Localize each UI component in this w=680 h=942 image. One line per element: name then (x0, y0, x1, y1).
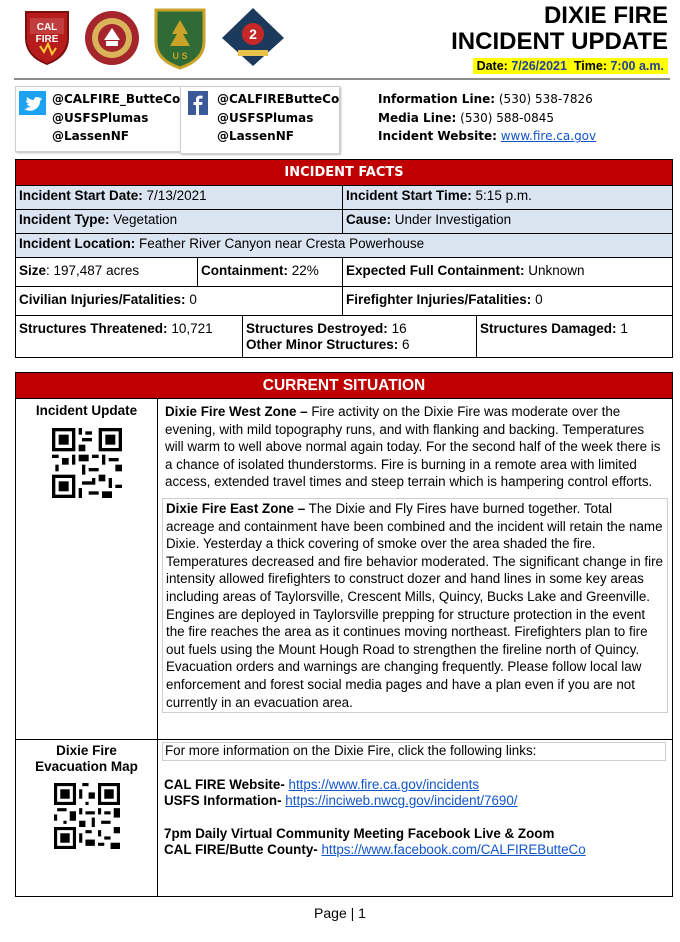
facebook-handle[interactable]: @LassenNF (217, 129, 294, 143)
expected-value: Unknown (528, 263, 585, 278)
twitter-handle[interactable]: @CALFIRE_ButteCo (52, 92, 181, 106)
damaged-label: Structures Damaged: (480, 321, 617, 336)
incident-update-content (158, 399, 672, 740)
containment-label: Containment: (201, 263, 288, 278)
type-cell (16, 210, 343, 233)
incident-facts-heading: INCIDENT FACTS (16, 160, 672, 186)
cal-fire-logo (22, 8, 72, 66)
incident-update-label: Incident Update (35, 403, 138, 418)
current-situation-heading: CURRENT SITUATION (16, 373, 672, 399)
civilian-cell (16, 287, 343, 315)
firefighter-value: 0 (535, 292, 543, 307)
size-value: : 197,487 acres (46, 263, 140, 278)
destroyed-cell (243, 316, 477, 357)
cause-cell (343, 210, 672, 233)
title-line-2: INCIDENT UPDATE (451, 28, 668, 55)
start-time-value: 5:15 p.m. (475, 188, 532, 203)
time-label: Time: (573, 59, 607, 73)
evacuation-content (158, 740, 672, 896)
evacuation-label-line1: Dixie Fire (56, 743, 117, 758)
agency-logos (18, 4, 298, 74)
butte-county-link[interactable]: https://www.facebook.com/CALFIREButteCo (321, 842, 586, 857)
facts-row (16, 287, 672, 316)
team-2-logo (220, 6, 286, 68)
header-divider (14, 78, 670, 80)
qr-code-icon[interactable] (52, 428, 122, 498)
incident-update-label-cell (16, 399, 158, 740)
butte-county-label: CAL FIRE/Butte County- (164, 842, 318, 857)
svg-text:U S: U S (172, 51, 188, 61)
twitter-handle[interactable]: @USFSPlumas (52, 110, 149, 125)
usfs-info-label: USFS Information- (164, 793, 282, 808)
west-zone-paragraph (162, 402, 668, 492)
type-label: Incident Type: (19, 212, 110, 227)
minor-label: Other Minor Structures: (246, 337, 399, 352)
facebook-icon (184, 91, 211, 115)
start-time-cell (343, 186, 672, 209)
destroyed-value: 16 (391, 321, 407, 336)
facts-row (16, 234, 672, 258)
start-date-value: 7/13/2021 (146, 188, 207, 203)
west-zone-title: Dixie Fire West Zone – (165, 404, 308, 419)
info-line-value: (530) 538-7826 (498, 92, 593, 106)
media-line-value: (530) 588-0845 (460, 110, 554, 125)
calfire-website-label: CAL FIRE Website- (164, 776, 285, 792)
time-value: 7:00 a.m. (610, 59, 664, 73)
type-value: Vegetation (113, 212, 178, 227)
incident-website-link[interactable]: www.fire.ca.gov (500, 129, 597, 143)
facts-row (16, 186, 672, 210)
facts-row (16, 258, 672, 287)
destroyed-label: Structures Destroyed: (246, 321, 388, 336)
threatened-cell (16, 316, 243, 357)
location-value: Feather River Canyon near Cresta Powerhouse (139, 236, 425, 251)
info-line-label: Information Line: (378, 92, 496, 106)
svg-text:FIRE: FIRE (35, 34, 59, 45)
threatened-label: Structures Threatened: (19, 321, 168, 336)
contact-info (378, 90, 596, 146)
svg-text:CAL: CAL (36, 22, 58, 33)
forest-service-logo (152, 6, 208, 70)
page-number: Page | 1 (314, 905, 366, 921)
containment-cell (198, 258, 343, 286)
minor-value: 6 (402, 337, 410, 352)
damaged-value: 1 (620, 321, 628, 336)
meeting-title: 7pm Daily Virtual Community Meeting Facebook Live & Zoom (164, 825, 555, 841)
date-bar (473, 58, 668, 74)
start-time-label: Incident Start Time: (346, 188, 472, 203)
civilian-value: 0 (189, 292, 197, 307)
butte-county-seal (84, 10, 140, 66)
civilian-label: Civilian Injuries/Fatalities: (19, 292, 186, 307)
east-zone-title: Dixie Fire East Zone – (166, 500, 306, 516)
title-line-1: DIXIE FIRE (543, 2, 668, 29)
links-intro: For more information on the Dixie Fire, click the following links: (162, 742, 666, 761)
date-label: Date: (476, 59, 508, 73)
east-zone-text: The Dixie and Fly Fires have burned together. Total acreage and containment have been combined and the incident will retain the name Dixie. Yesterday a thick covering of smoke over the area shaded the fire. Temperatures decreased and fire behavior moderated. The significant change in fire intensity allowed firefighters to construct dozer and hand lines in some key areas including areas of Taylorsville, Crescent Mills, Quincy, Bucks Lake and Greenville. Engines are deployed in Taylorsville prepping for structure protection in the event the fire reaches the area as it continues moving northeast. Firefighters plan to fire out fuels using the Mount Hough Road to strengthen the fireline north of Quincy. Evacuation orders and warnings are changing frequently. Please follow local law enforcement and forest social media pages and have a plan even if you are not currently in an evacuation area. (166, 500, 663, 710)
evacuation-label-line2: Evacuation Map (35, 759, 138, 774)
start-date-cell (16, 186, 343, 209)
twitter-handle[interactable]: @LassenNF (52, 129, 129, 143)
damaged-cell (477, 316, 672, 357)
calfire-website-link[interactable]: https://www.fire.ca.gov/incidents (288, 776, 480, 792)
qr-code-icon[interactable] (54, 783, 120, 849)
incident-facts-table (15, 159, 673, 358)
current-situation-table (15, 372, 673, 897)
facebook-handle[interactable]: @USFSPlumas (217, 110, 314, 125)
location-cell (16, 234, 672, 257)
links-block (158, 740, 672, 861)
facebook-handle[interactable]: @CALFIREButteCo (217, 92, 340, 106)
containment-value: 22% (291, 263, 319, 278)
west-zone-text: Fire activity on the Dixie Fire was moderate over the evening, with mild topography runs, and with flanking and backing. Temperatures will warm to well above normal again today. For the second half of the week there is a chance of isolated thunderstorms. Fire is burning in a remote area with limited access, extended travel times and steep terrain which is hampering control efforts. (165, 404, 661, 490)
firefighter-label: Firefighter Injuries/Fatalities: (346, 292, 532, 307)
date-value: 7/26/2021 (511, 59, 567, 73)
facts-row (16, 210, 672, 234)
facebook-box (180, 86, 340, 154)
firefighter-cell (343, 287, 672, 315)
facts-row (16, 316, 672, 357)
expected-label: Expected Full Containment: (346, 263, 525, 278)
threatened-value: 10,721 (171, 321, 213, 336)
website-label: Incident Website: (378, 129, 497, 143)
evacuation-map-label-cell (16, 740, 158, 896)
cause-value: Under Investigation (394, 212, 512, 227)
twitter-box (15, 86, 185, 152)
start-date-label: Incident Start Date: (19, 188, 143, 203)
twitter-icon (19, 91, 46, 115)
svg-text:2: 2 (249, 26, 257, 42)
expected-containment-cell (343, 258, 672, 286)
usfs-info-link[interactable]: https://inciweb.nwcg.gov/incident/7690/ (285, 793, 518, 808)
cause-label: Cause: (346, 212, 392, 227)
media-line-label: Media Line: (378, 110, 457, 125)
east-zone-paragraph (162, 498, 668, 713)
size-cell (16, 258, 198, 286)
size-label: Size (19, 263, 47, 278)
location-label: Incident Location: (19, 236, 136, 251)
